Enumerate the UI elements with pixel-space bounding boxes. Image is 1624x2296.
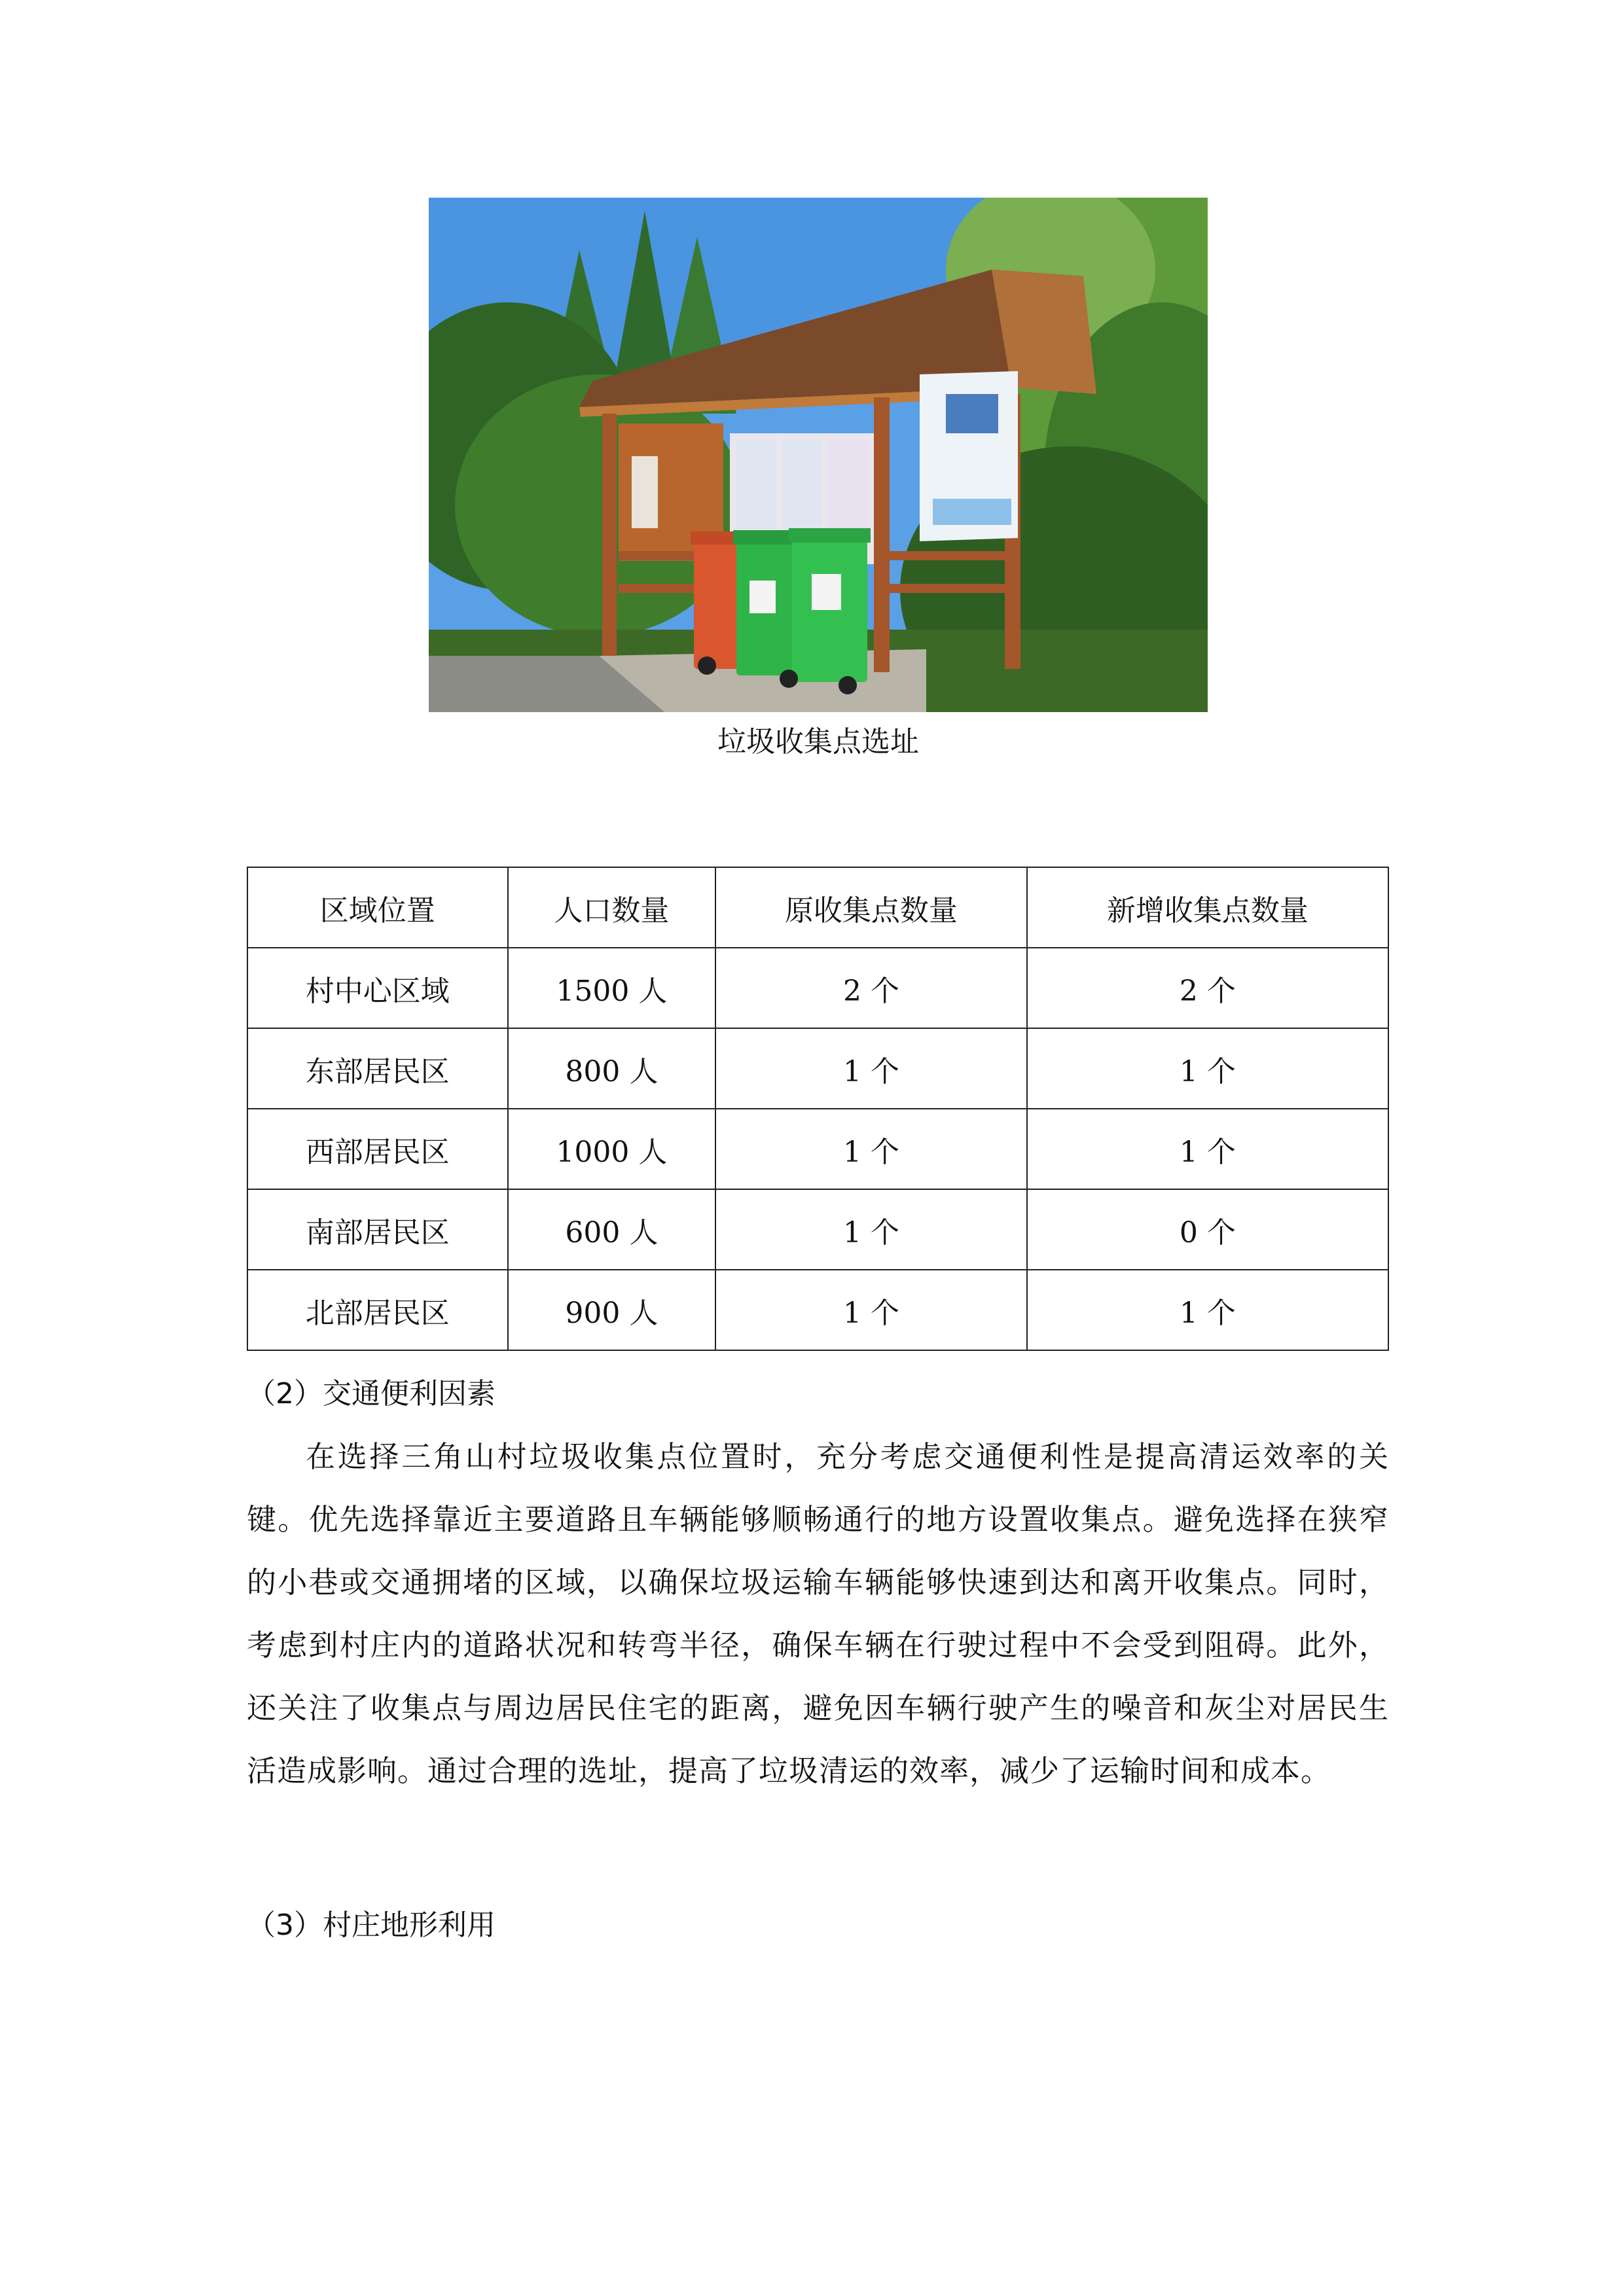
table-cell: 800 人 xyxy=(508,1028,716,1109)
table-cell: 南部居民区 xyxy=(247,1189,508,1270)
section-heading-traffic: （2）交通便利因素 xyxy=(247,1377,496,1410)
table-cell: 2 个 xyxy=(715,948,1026,1028)
table-cell: 1000 人 xyxy=(508,1109,716,1189)
table-cell: 东部居民区 xyxy=(247,1028,508,1109)
figure-caption: 垃圾收集点选址 xyxy=(717,725,919,759)
table-row xyxy=(247,1028,1388,1109)
table-cell: 0 个 xyxy=(1027,1189,1388,1270)
table-cell: 1 个 xyxy=(1027,1270,1388,1350)
table-cell: 1 个 xyxy=(715,1270,1026,1350)
garbage-collection-point-photo xyxy=(429,198,1208,712)
table-row xyxy=(247,1270,1388,1350)
table-row xyxy=(247,948,1388,1028)
table-cell: 西部居民区 xyxy=(247,1109,508,1189)
table-row xyxy=(247,1109,1388,1189)
header-region: 区域位置 xyxy=(247,867,508,948)
table-row xyxy=(247,1189,1388,1270)
table-cell: 1500 人 xyxy=(508,948,716,1028)
table-cell: 1 个 xyxy=(715,1028,1026,1109)
section-paragraph-traffic: 在选择三角山村垃圾收集点位置时，充分考虑交通便利性是提高清运效率的关键。优先选择靠近主要道路且车辆能够顺畅通行的地方设置收集点。避免选择在狭窄的小巷或交通拥堵的区域，以确保垃圾运输车辆能够快速到达和离开收集点。同时，考虑到村庄内的道路状况和转弯半径，确保车辆在行驶过程中不会受到阻碍。此外，还关注了收集点与周边居民住宅的距离，避免因车辆行驶产生的噪音和灰尘对居民生活造成影响。通过合理的选址，提高了垃圾清运的效率，减少了运输时间和成本。 xyxy=(247,1439,1389,1788)
header-population: 人口数量 xyxy=(508,867,716,948)
table-cell: 1 个 xyxy=(1027,1109,1388,1189)
table-cell: 1 个 xyxy=(1027,1028,1388,1109)
table-cell: 1 个 xyxy=(715,1189,1026,1270)
collection-point-table xyxy=(247,867,1389,1351)
table-cell: 北部居民区 xyxy=(247,1270,508,1350)
section-heading-terrain: （3）村庄地形利用 xyxy=(247,1909,496,1942)
table-cell: 1 个 xyxy=(715,1109,1026,1189)
table-cell: 村中心区域 xyxy=(247,948,508,1028)
header-original-points: 原收集点数量 xyxy=(715,867,1026,948)
table-cell: 600 人 xyxy=(508,1189,716,1270)
table-cell: 900 人 xyxy=(508,1270,716,1350)
table-header-row xyxy=(247,867,1388,948)
table-cell: 2 个 xyxy=(1027,948,1388,1028)
header-new-points: 新增收集点数量 xyxy=(1027,867,1388,948)
